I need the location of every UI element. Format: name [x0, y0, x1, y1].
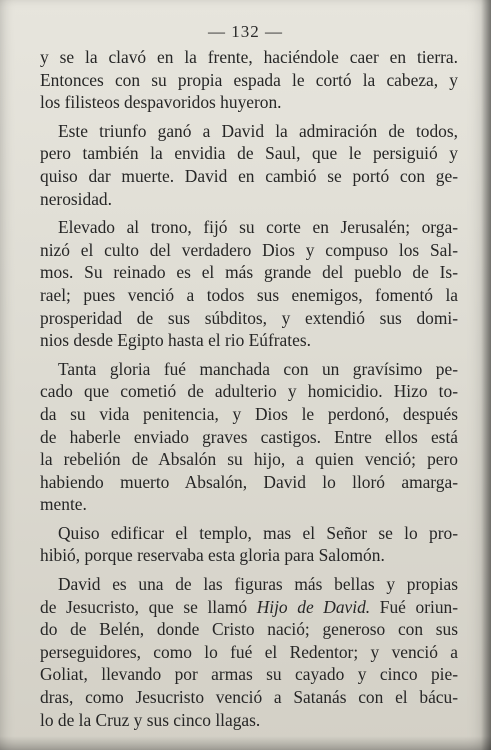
text-line: mos. Su reinado es el más grande del pueblo de Is- [40, 262, 458, 283]
text-line: y se la clavó en la frente, haciéndole caer en tierra. [40, 47, 458, 67]
text-line: nios desde Egipto hasta el rio Eúfrates. [40, 330, 311, 351]
page-edge-shadow [481, 0, 491, 750]
text-fragment: Fué oriun- [379, 596, 458, 617]
paragraph-1 [40, 46, 458, 114]
paragraph-4 [40, 358, 458, 516]
text-line: Este triunfo ganó a David la admiración de todos, [58, 120, 458, 141]
text-line: da su vida penitencia, y Dios le perdonó, después [40, 403, 458, 424]
text-line: pero también la envidia de Saul, que le persiguió y [40, 143, 458, 164]
text-line: David es una de las figuras más bellas y propias [58, 574, 458, 595]
page-bottom-shadow [0, 736, 491, 750]
text-line: Quiso edificar el templo, mas el Señor se lo pro- [58, 522, 458, 543]
text-line: prosperidad de sus súbditos, y extendió sus domi- [40, 307, 458, 328]
text-line: quiso dar muerte. David en cambió se portó con ge- [40, 165, 458, 186]
text-line: hibió, porque reservaba esta gloria para Salomón. [40, 545, 385, 566]
text-line: la rebelión de Absalón su hijo, a quien venció; pero [40, 449, 458, 470]
text-line: dras, como Jesucristo venció a Satanás con el bácu- [40, 687, 458, 708]
text-line: de haberle enviado graves castigos. Entre ellos está [40, 426, 458, 447]
text-line: cado que cometió de adulterio y homicidio. Hizo to- [40, 381, 458, 402]
text-line: mente. [40, 494, 87, 515]
text-line: rael; pues venció a todos sus enemigos, fomentó la [40, 284, 458, 305]
text-line: Elevado al trono, fijó su corte en Jerusalén; orga- [58, 217, 458, 238]
text-line: lo de la Cruz y sus cinco llagas. [40, 709, 261, 730]
text-fragment: de Jesucristo, que se llamó [40, 596, 248, 617]
page-text [40, 46, 458, 731]
text-line: perseguidores, como lo fué el Redentor; y venció a [40, 641, 458, 662]
page-number: — 132 — [208, 22, 283, 41]
text-line: Goliat, llevando por armas su cayado y cinco pie- [40, 664, 458, 685]
text-line-with-italic [40, 596, 458, 619]
paragraph-3 [40, 216, 458, 352]
text-line: nizó el culto del verdadero Dios y compuso los Sal- [40, 239, 458, 260]
paragraph-2 [40, 120, 458, 210]
text-line: habiendo muerto Absalón, David lo lloró amarga- [40, 471, 458, 492]
text-line: do de Belén, donde Cristo nació; generoso con sus [40, 619, 458, 640]
paragraph-5 [40, 522, 458, 567]
text-line: nerosidad. [40, 188, 112, 209]
text-line: Entonces con su propia espada le cortó la cabeza, y [40, 69, 458, 90]
italic-title: Hijo de David. [256, 596, 371, 617]
text-line: los filisteos despavoridos huyeron. [40, 92, 282, 113]
text-line: Tanta gloria fué manchada con un gravísimo pe- [58, 358, 458, 379]
paragraph-6 [40, 573, 458, 731]
